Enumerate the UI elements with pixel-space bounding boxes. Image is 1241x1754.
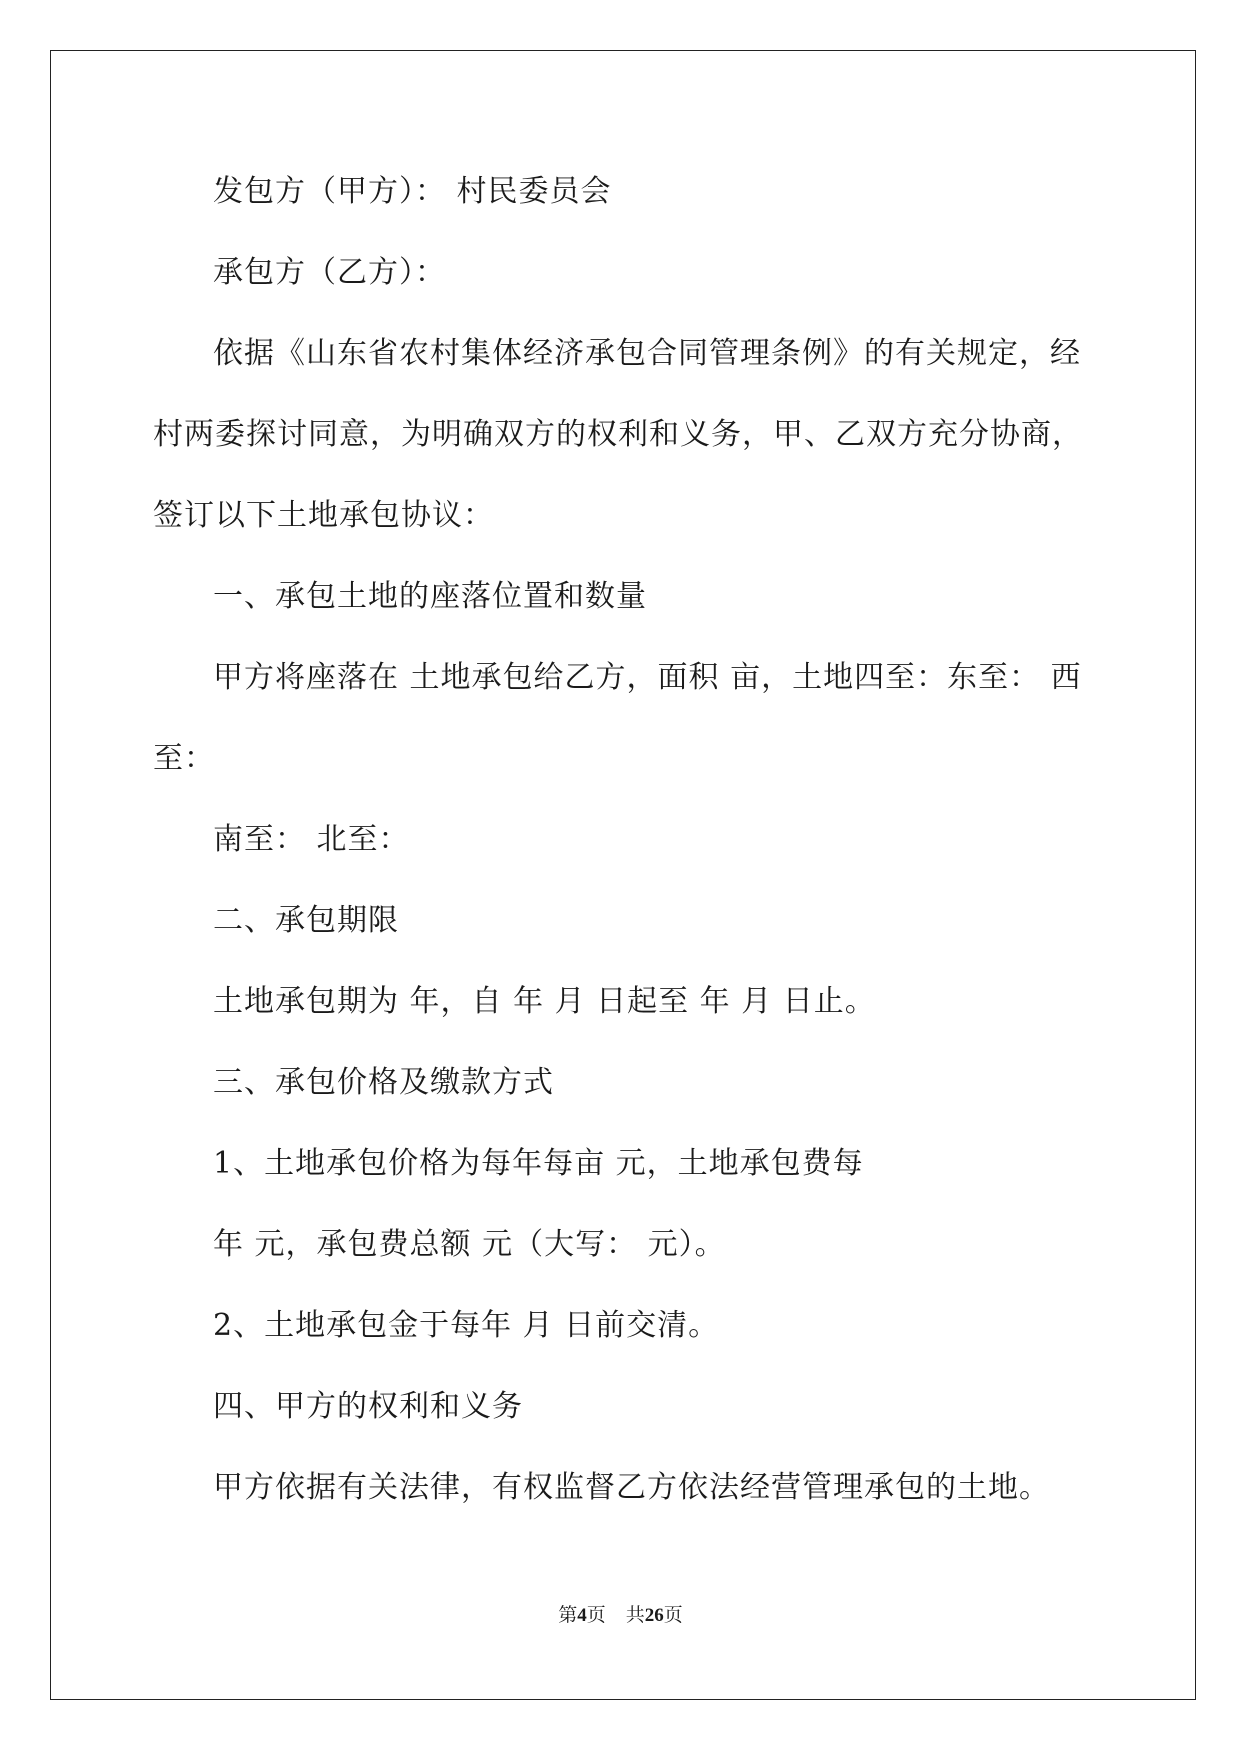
contract-term-line: 土地承包期为 年，自 年 月 日起至 年 月 日止。 (213, 984, 876, 1019)
footer-total-prefix: 共 (625, 1605, 645, 1626)
footer-total-suffix: 页 (663, 1605, 683, 1626)
section-heading-3: 三、承包价格及缴款方式 (213, 1065, 554, 1100)
section-heading-2: 二、承包期限 (213, 903, 399, 938)
paragraph-intro-line-1: 依据《山东省农村集体经济承包合同管理条例》的有关规定，经 (213, 336, 1081, 371)
footer-total-pages: 26 (644, 1605, 664, 1626)
party-a-line: 发包方（甲方）： 村民委员会 (213, 174, 612, 209)
payment-clause-line: 2、土地承包金于每年 月 日前交清。 (213, 1308, 720, 1343)
section-heading-1: 一、承包土地的座落位置和数量 (213, 579, 647, 614)
party-b-line: 承包方（乙方）： (213, 255, 446, 290)
land-location-line-1: 甲方将座落在 土地承包给乙方，面积 亩，土地四至：东至： 西 (213, 660, 1082, 695)
footer-page-suffix: 页 (586, 1605, 606, 1626)
paragraph-intro-line-2: 村两委探讨同意，为明确双方的权利和义务，甲、乙双方充分协商， (153, 417, 1083, 452)
page-footer (0, 1604, 1241, 1628)
party-a-rights-line: 甲方依据有关法律，有权监督乙方依法经营管理承包的土地。 (213, 1470, 1050, 1505)
land-location-line-2: 至： (153, 741, 215, 776)
footer-prefix: 第 (558, 1605, 578, 1626)
footer-page-number: 4 (577, 1605, 587, 1626)
paragraph-intro-line-3: 签订以下土地承包协议： (153, 498, 494, 533)
page-border (50, 50, 1196, 1700)
price-clause-line-1: 1、土地承包价格为每年每亩 元，土地承包费每 (213, 1146, 864, 1181)
price-clause-line-2: 年 元，承包费总额 元（大写： 元）。 (213, 1227, 726, 1262)
land-boundary-line: 南至： 北至： (213, 822, 410, 857)
section-heading-4: 四、甲方的权利和义务 (213, 1389, 523, 1424)
